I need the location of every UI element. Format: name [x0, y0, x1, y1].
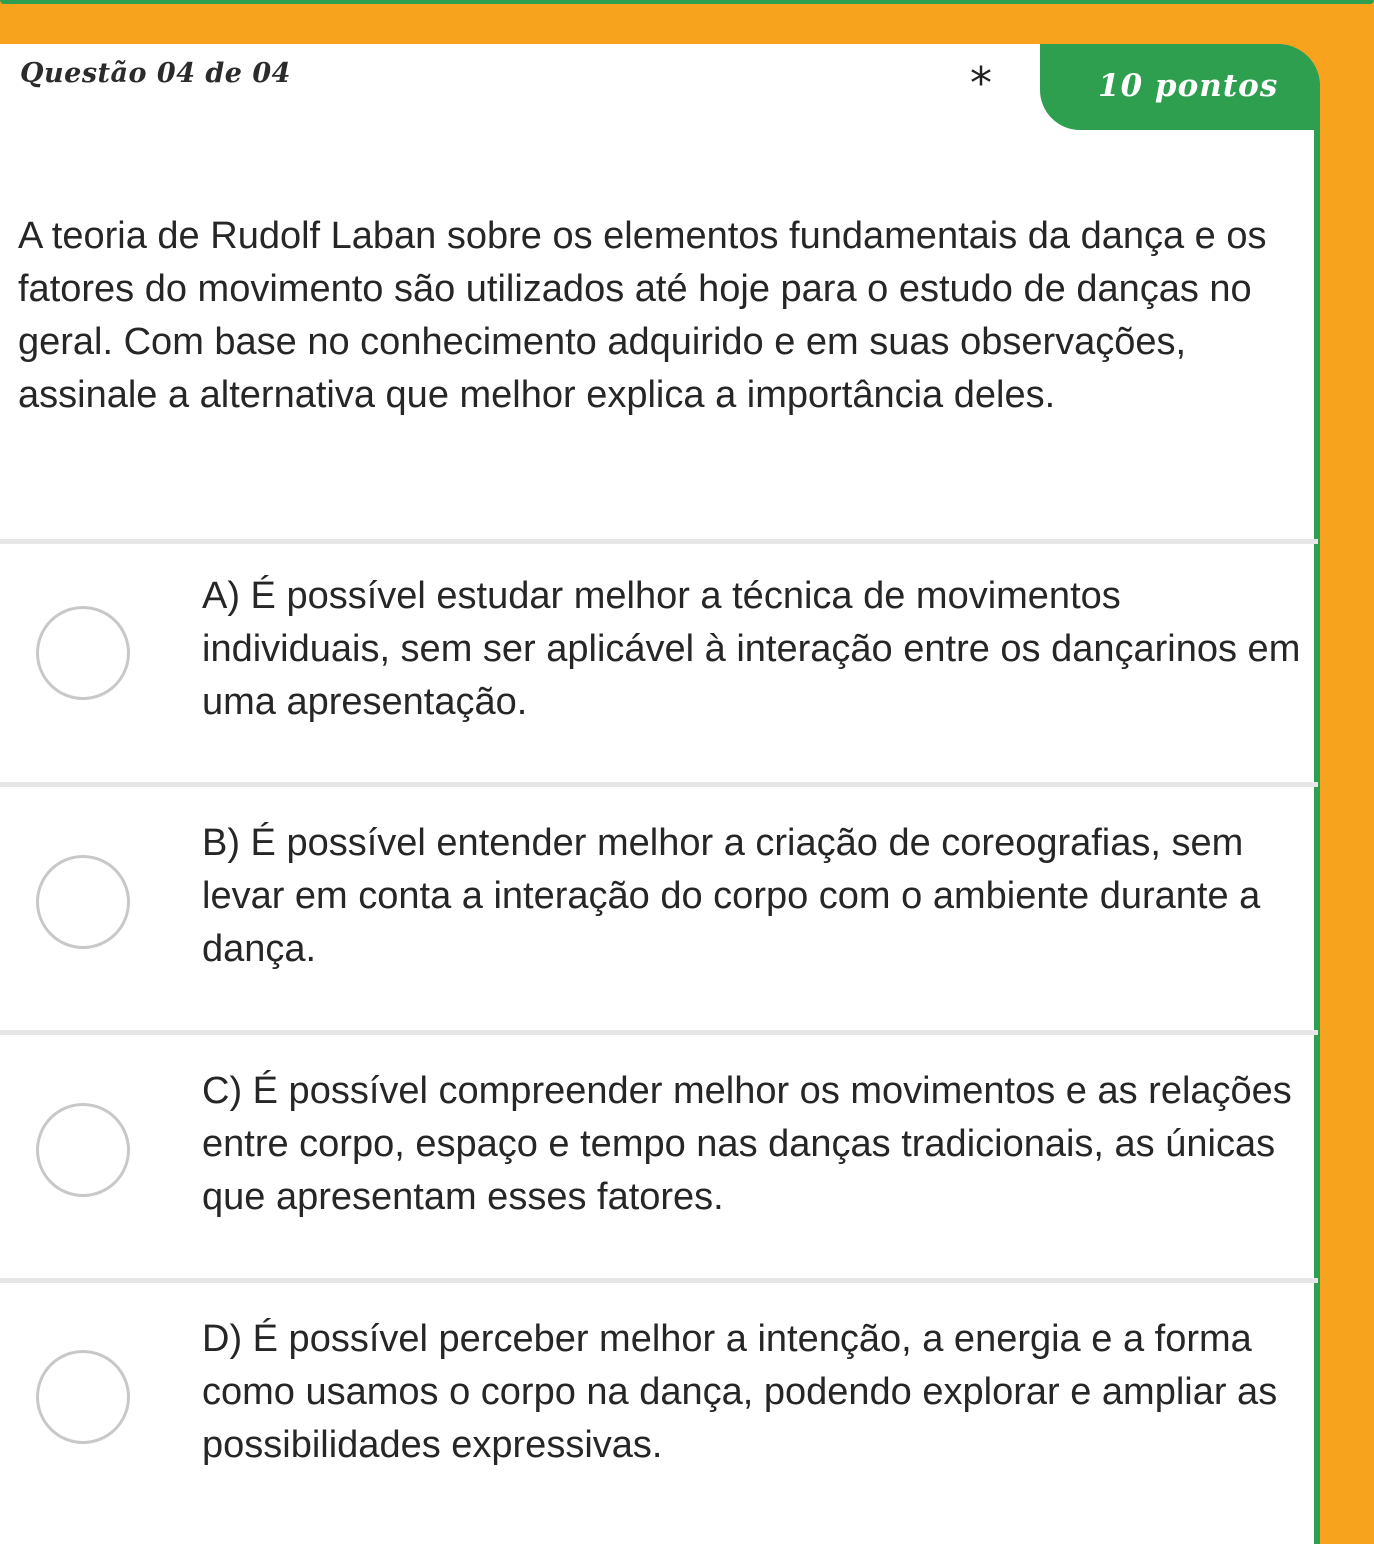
- question-text: A teoria de Rudolf Laban sobre os elementos fundamentais da dança e os fatores do movimento são utilizados até hoje para o estudo de danças no geral. Com base no conhecimento adquirido e em suas observações, assinale a alternativa que melhor explica a importância deles.: [18, 215, 1267, 416]
- option-a-radio[interactable]: [36, 606, 130, 700]
- option-c-text[interactable]: C) É possível compreender melhor os movimentos e as relações entre corpo, espaço e tempo nas danças tradicionais, as únicas que apresentam esses fatores.: [202, 1070, 1292, 1218]
- option-d-radio[interactable]: [36, 1350, 130, 1444]
- option-c-radio[interactable]: [36, 1103, 130, 1197]
- divider: [0, 539, 1318, 544]
- option-a-text[interactable]: A) É possível estudar melhor a técnica de movimentos individuais, sem ser aplicável à interação entre os dançarinos em uma apresentação.: [202, 575, 1301, 723]
- points-label: 10 pontos: [1098, 68, 1279, 104]
- option-b-radio[interactable]: [36, 855, 130, 949]
- divider: [0, 1030, 1318, 1035]
- option-d-text[interactable]: D) É possível perceber melhor a intenção, a energia e a forma como usamos o corpo na dança, podendo explorar e ampliar as possibilidades expressivas.: [202, 1318, 1278, 1466]
- divider: [0, 782, 1318, 787]
- option-b-text[interactable]: B) É possível entender melhor a criação de coreografias, sem levar em conta a interação do corpo com o ambiente durante a dança.: [202, 822, 1261, 970]
- points-badge: [1040, 44, 1320, 130]
- top-accent-line: [0, 0, 1374, 4]
- required-asterisk-icon: *: [970, 58, 992, 109]
- divider: [0, 1278, 1318, 1283]
- question-counter: Questão 04 de 04: [20, 58, 291, 89]
